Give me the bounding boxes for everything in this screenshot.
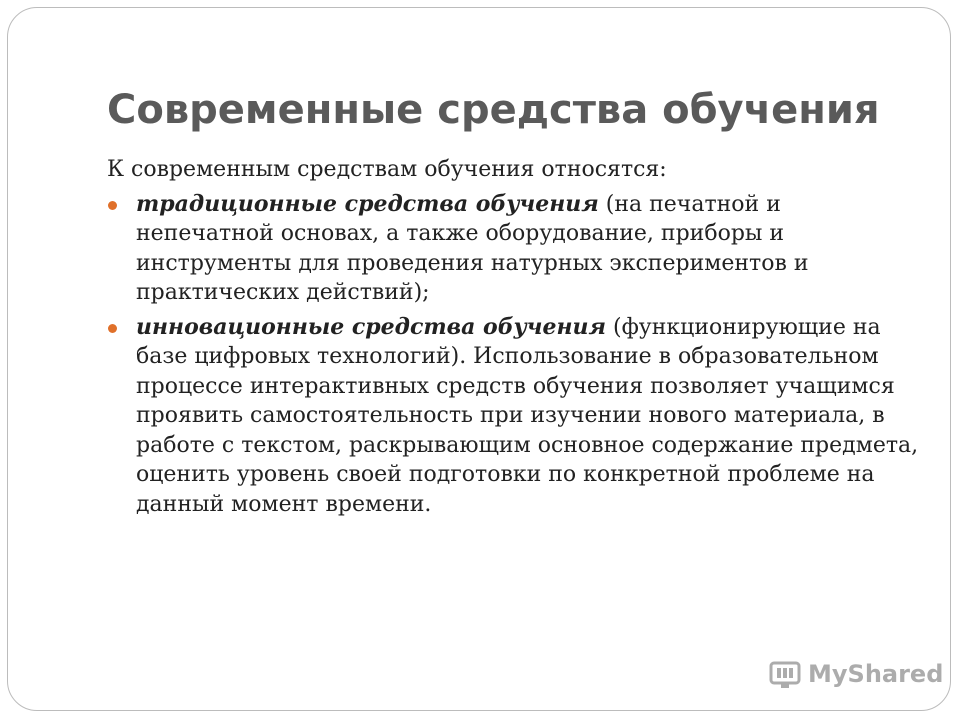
bullet-dot-icon [108,201,117,210]
bullet-term: традиционные средства обучения [136,190,599,217]
slide-title: Современные средства обучения [107,87,880,133]
bullet-text: (функционирующие на базе цифровых технологий). Использование в образовательном процессе интерактивных средств обучения позволяет учащимся проявить самостоятельность при изучении нового материала, в работе с текстом, раскрывающим основное содержание предмета, оценить уровень своей подготовки по конкретной проблеме на данный момент времени. [136,314,919,517]
slide-content [107,155,922,524]
bullet-item-traditional [107,190,922,308]
bullet-term: инновационные средства обучения [136,313,607,340]
bullet-list [107,190,922,520]
bullet-item-innovative [107,313,922,520]
intro-text: К современным средствам обучения относятся: [107,157,667,182]
bullet-dot-icon [108,324,117,333]
watermark [768,656,943,692]
watermark-text: MyShared [808,660,944,688]
myshared-logo-icon [768,657,802,691]
bullet-text: (на печатной и непечатной основах, а также оборудование, приборы и инструменты для проведения натурных экспериментов и практических действий); [136,191,809,305]
